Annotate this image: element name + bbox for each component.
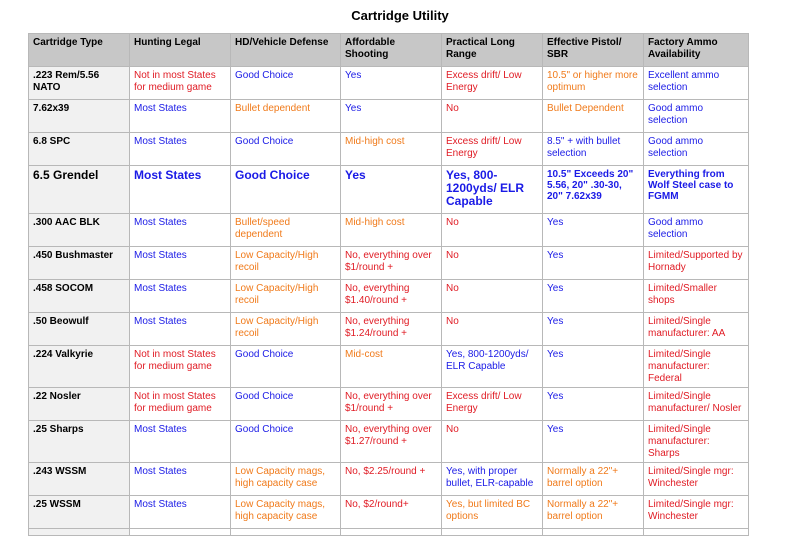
- cell-hunting-legal: Most States: [130, 100, 231, 133]
- cell-practical-long-range: Excess drift/ Low Energy: [442, 67, 543, 100]
- header-row: [29, 34, 749, 67]
- cell-cartridge-type: .224 Valkyrie: [29, 346, 130, 388]
- cell-affordable-shooting: Mid-high cost: [341, 214, 442, 247]
- cell-practical-long-range: No: [442, 100, 543, 133]
- cell-cartridge-type: .223 Rem/5.56 NATO: [29, 67, 130, 100]
- page-title: Cartridge Utility: [351, 8, 449, 23]
- cell-hd-vehicle-defense: Good Choice: [231, 388, 341, 421]
- table-row: [29, 388, 749, 421]
- cell-hunting-legal: Most States: [130, 247, 231, 280]
- cell-effective-pistol-sbr: 10.5" or higher more optimum: [543, 67, 644, 100]
- cell-effective-pistol-sbr: 8.5" + with bullet selection: [543, 133, 644, 166]
- cell-hunting-legal: Most States: [130, 496, 231, 529]
- cell-hd-vehicle-defense: Low Capacity mags, high capacity case: [231, 463, 341, 496]
- table-row: [29, 421, 749, 463]
- cell-effective-pistol-sbr: Yes: [543, 421, 644, 463]
- cell-hunting-legal: Most States: [130, 463, 231, 496]
- cell-affordable-shooting: No, $2/round+: [341, 496, 442, 529]
- cell-hd-vehicle-defense: Bullet dependent: [231, 100, 341, 133]
- table-row: [29, 166, 749, 214]
- table-row: [29, 346, 749, 388]
- cell-affordable-shooting: No, everything over $1/round +: [341, 247, 442, 280]
- cell-hunting-legal: Not in most States for medium game: [130, 346, 231, 388]
- cell-effective-pistol-sbr: Yes: [543, 280, 644, 313]
- cell-cartridge-type: .458 SOCOM: [29, 280, 130, 313]
- cell-factory-ammo: Good ammo selection: [644, 100, 749, 133]
- table-row: [29, 463, 749, 496]
- cell-affordable-shooting: Mid-cost: [341, 346, 442, 388]
- cell-factory-ammo: Limited/Single mgr: Winchester: [644, 463, 749, 496]
- cell-hd-vehicle-defense: Bullet/speed dependent: [231, 214, 341, 247]
- header-hd-vehicle-defense: HD/Vehicle Defense: [231, 34, 341, 67]
- header-cartridge-type: Cartridge Type: [29, 34, 130, 67]
- table-row: [29, 67, 749, 100]
- cell-factory-ammo: Limited/Supported by Hornady: [644, 247, 749, 280]
- cell-hd-vehicle-defense: Good Choice: [231, 421, 341, 463]
- cell-effective-pistol-sbr: Normally a 22"+ barrel option: [543, 496, 644, 529]
- cell-effective-pistol-sbr: Yes: [543, 346, 644, 388]
- cell-practical-long-range: Excess drift/ Low Energy: [442, 388, 543, 421]
- cell-practical-long-range: No: [442, 214, 543, 247]
- cell-affordable-shooting: Mid-high cost: [341, 133, 442, 166]
- cell-empty: [231, 529, 341, 536]
- cell-factory-ammo: Limited/Smaller shops: [644, 280, 749, 313]
- cell-practical-long-range: No: [442, 280, 543, 313]
- cell-cartridge-type: .22 Nosler: [29, 388, 130, 421]
- cell-practical-long-range: Yes, with proper bullet, ELR-capable: [442, 463, 543, 496]
- cell-cartridge-type: .25 WSSM: [29, 496, 130, 529]
- header-affordable-shooting: Affordable Shooting: [341, 34, 442, 67]
- cell-hd-vehicle-defense: Low Capacity/High recoil: [231, 247, 341, 280]
- cell-effective-pistol-sbr: 10.5" Exceeds 20" 5.56, 20" .30-30, 20" 7.62x39: [543, 166, 644, 214]
- table-row: [29, 214, 749, 247]
- header-factory-ammo: Factory Ammo Availability: [644, 34, 749, 67]
- cell-practical-long-range: No: [442, 313, 543, 346]
- cell-hd-vehicle-defense: Good Choice: [231, 133, 341, 166]
- cell-affordable-shooting: No, everything $1.40/round +: [341, 280, 442, 313]
- cell-factory-ammo: Limited/Single manufacturer: Sharps: [644, 421, 749, 463]
- cell-practical-long-range: No: [442, 421, 543, 463]
- cell-empty: [130, 529, 231, 536]
- header-effective-pistol-sbr: Effective Pistol/ SBR: [543, 34, 644, 67]
- cell-effective-pistol-sbr: Bullet Dependent: [543, 100, 644, 133]
- cell-empty: [644, 529, 749, 536]
- table-row: [29, 133, 749, 166]
- cartridge-table: [28, 33, 749, 536]
- cell-cartridge-type: .243 WSSM: [29, 463, 130, 496]
- cell-factory-ammo: Good ammo selection: [644, 214, 749, 247]
- cell-practical-long-range: No: [442, 247, 543, 280]
- cell-affordable-shooting: Yes: [341, 67, 442, 100]
- cell-affordable-shooting: No, everything $1.24/round +: [341, 313, 442, 346]
- cell-effective-pistol-sbr: Yes: [543, 247, 644, 280]
- header-practical-long-range: Practical Long Range: [442, 34, 543, 67]
- cell-hd-vehicle-defense: Low Capacity/High recoil: [231, 280, 341, 313]
- cell-factory-ammo: Everything from Wolf Steel case to FGMM: [644, 166, 749, 214]
- cell-effective-pistol-sbr: Yes: [543, 214, 644, 247]
- cell-hunting-legal: Most States: [130, 313, 231, 346]
- table-row: [29, 496, 749, 529]
- table-row-partial: [29, 529, 749, 536]
- cell-affordable-shooting: No, $2.25/round +: [341, 463, 442, 496]
- cell-hunting-legal: Most States: [130, 133, 231, 166]
- header-hunting-legal: Hunting Legal: [130, 34, 231, 67]
- cell-hunting-legal: Most States: [130, 421, 231, 463]
- cell-factory-ammo: Limited/Single manufacturer: AA: [644, 313, 749, 346]
- cell-hd-vehicle-defense: Good Choice: [231, 346, 341, 388]
- cell-factory-ammo: Limited/Single mgr: Winchester: [644, 496, 749, 529]
- cell-cartridge-type: .25 Sharps: [29, 421, 130, 463]
- cell-cartridge-type: 6.8 SPC: [29, 133, 130, 166]
- cell-empty: [543, 529, 644, 536]
- cell-effective-pistol-sbr: Yes: [543, 388, 644, 421]
- table-body: [29, 67, 749, 536]
- cell-effective-pistol-sbr: Normally a 22"+ barrel option: [543, 463, 644, 496]
- cell-cartridge-type: 7.62x39: [29, 100, 130, 133]
- cell-effective-pistol-sbr: Yes: [543, 313, 644, 346]
- cell-factory-ammo: Limited/Single manufacturer: Federal: [644, 346, 749, 388]
- cell-hunting-legal: Most States: [130, 280, 231, 313]
- cell-affordable-shooting: Yes: [341, 100, 442, 133]
- cell-hunting-legal: Most States: [130, 166, 231, 214]
- cell-affordable-shooting: No, everything over $1/round +: [341, 388, 442, 421]
- table-row: [29, 100, 749, 133]
- cell-hunting-legal: Most States: [130, 214, 231, 247]
- cell-empty: [341, 529, 442, 536]
- cell-cartridge-type: .50 Beowulf: [29, 313, 130, 346]
- cell-hd-vehicle-defense: Good Choice: [231, 67, 341, 100]
- cell-factory-ammo: Excellent ammo selection: [644, 67, 749, 100]
- table-row: [29, 280, 749, 313]
- cell-cartridge-type: .450 Bushmaster: [29, 247, 130, 280]
- cell-empty: [29, 529, 130, 536]
- cell-hd-vehicle-defense: Low Capacity mags, high capacity case: [231, 496, 341, 529]
- cell-factory-ammo: Good ammo selection: [644, 133, 749, 166]
- cell-hd-vehicle-defense: Low Capacity/High recoil: [231, 313, 341, 346]
- cell-hunting-legal: Not in most States for medium game: [130, 67, 231, 100]
- cell-cartridge-type: .300 AAC BLK: [29, 214, 130, 247]
- cell-practical-long-range: Yes, but limited BC options: [442, 496, 543, 529]
- cell-empty: [442, 529, 543, 536]
- cell-affordable-shooting: No, everything over $1.27/round +: [341, 421, 442, 463]
- cell-affordable-shooting: Yes: [341, 166, 442, 214]
- cell-hunting-legal: Not in most States for medium game: [130, 388, 231, 421]
- cell-practical-long-range: Yes, 800-1200yds/ ELR Capable: [442, 166, 543, 214]
- cell-cartridge-type: 6.5 Grendel: [29, 166, 130, 214]
- cell-factory-ammo: Limited/Single manufacturer/ Nosler: [644, 388, 749, 421]
- table-row: [29, 247, 749, 280]
- cell-practical-long-range: Excess drift/ Low Energy: [442, 133, 543, 166]
- table-row: [29, 313, 749, 346]
- cell-hd-vehicle-defense: Good Choice: [231, 166, 341, 214]
- cell-practical-long-range: Yes, 800-1200yds/ ELR Capable: [442, 346, 543, 388]
